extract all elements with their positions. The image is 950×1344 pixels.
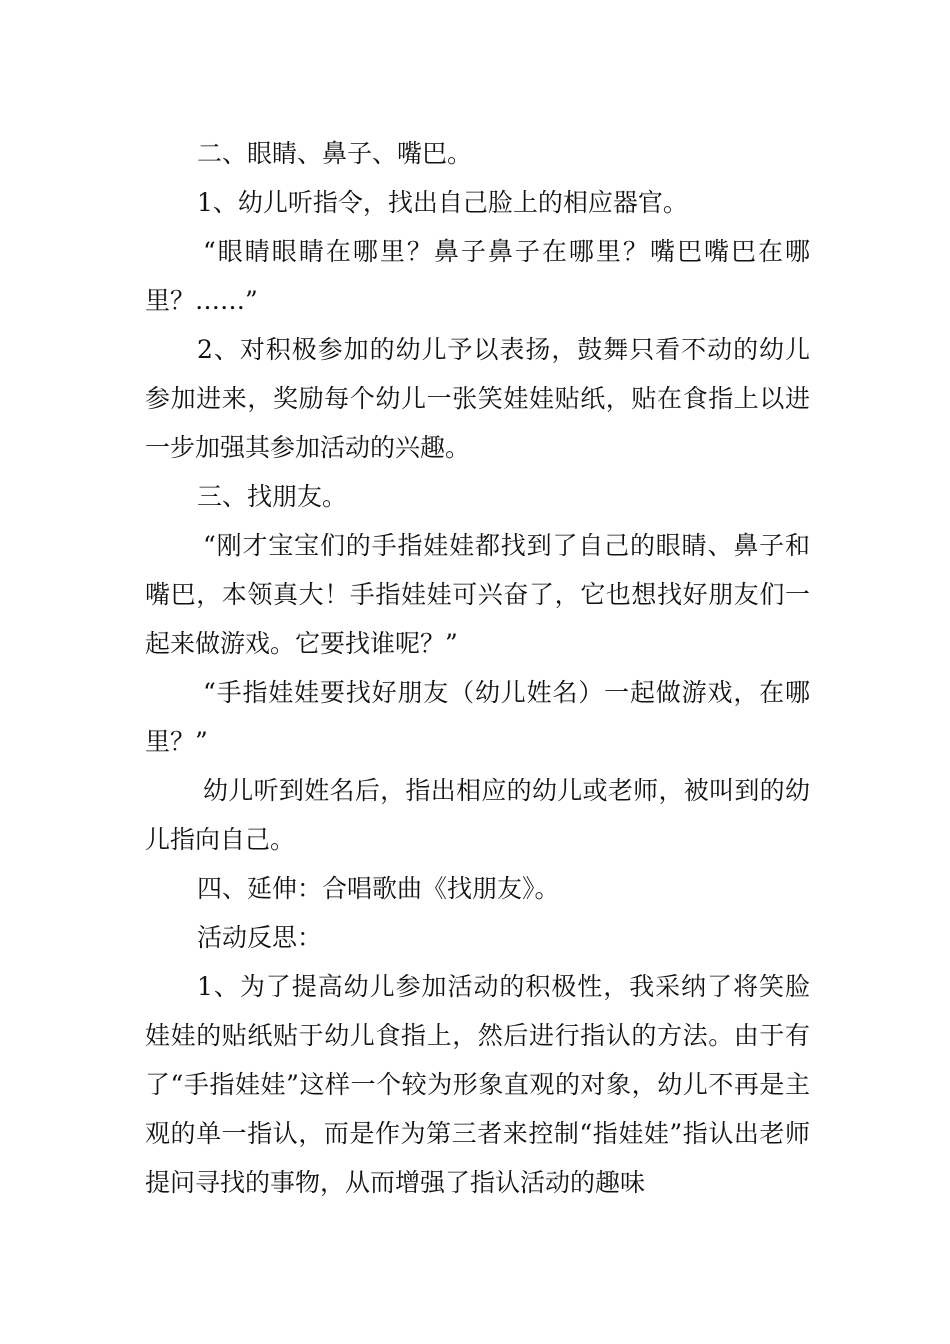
document-body — [145, 129, 810, 1207]
section-heading-reflection: 活动反思： — [197, 923, 323, 952]
paragraph-quote-finger-doll: “刚才宝宝们的手指娃娃都找到了自己的眼睛、鼻子和嘴巴，本领真大！手指娃娃可兴奋了，它也想找好朋友们一起来做游戏。它要找谁呢？” — [145, 531, 810, 658]
section-heading-eyes-nose-mouth: 二、眼睛、鼻子、嘴巴。 — [197, 139, 473, 168]
paragraph-step-2: 2、对积极参加的幼儿予以表扬，鼓舞只看不动的幼儿参加进来，奖励每个幼儿一张笑娃娃贴纸，贴在食指上以进一步加强其参加活动的兴趣。 — [145, 335, 810, 462]
paragraph-children-point: 幼儿听到姓名后，指出相应的幼儿或老师，被叫到的幼儿指向自己。 — [145, 776, 810, 854]
section-heading-extension: 四、延伸：合唱歌曲《找朋友》。 — [197, 874, 560, 903]
paragraph-step-1: 1、幼儿听指令，找出自己脸上的相应器官。 — [197, 188, 688, 217]
section-heading-find-friends: 三、找朋友。 — [197, 482, 348, 511]
paragraph-quote-find-friend: “手指娃娃要找好朋友（幼儿姓名）一起做游戏，在哪里？” — [145, 678, 810, 756]
paragraph-quote-where: “眼睛眼睛在哪里？鼻子鼻子在哪里？嘴巴嘴巴在哪里？……” — [145, 237, 810, 315]
paragraph-reflection-1: 1、为了提高幼儿参加活动的积极性，我采纳了将笑脸娃娃的贴纸贴于幼儿食指上，然后进行指认的方法。由于有了“手指娃娃”这样一个较为形象直观的对象，幼儿不再是主观的单一指认，而是作为第三者来控制“指娃娃”指认出老师提问寻找的事物，从而增强了指认活动的趣味 — [145, 972, 810, 1197]
